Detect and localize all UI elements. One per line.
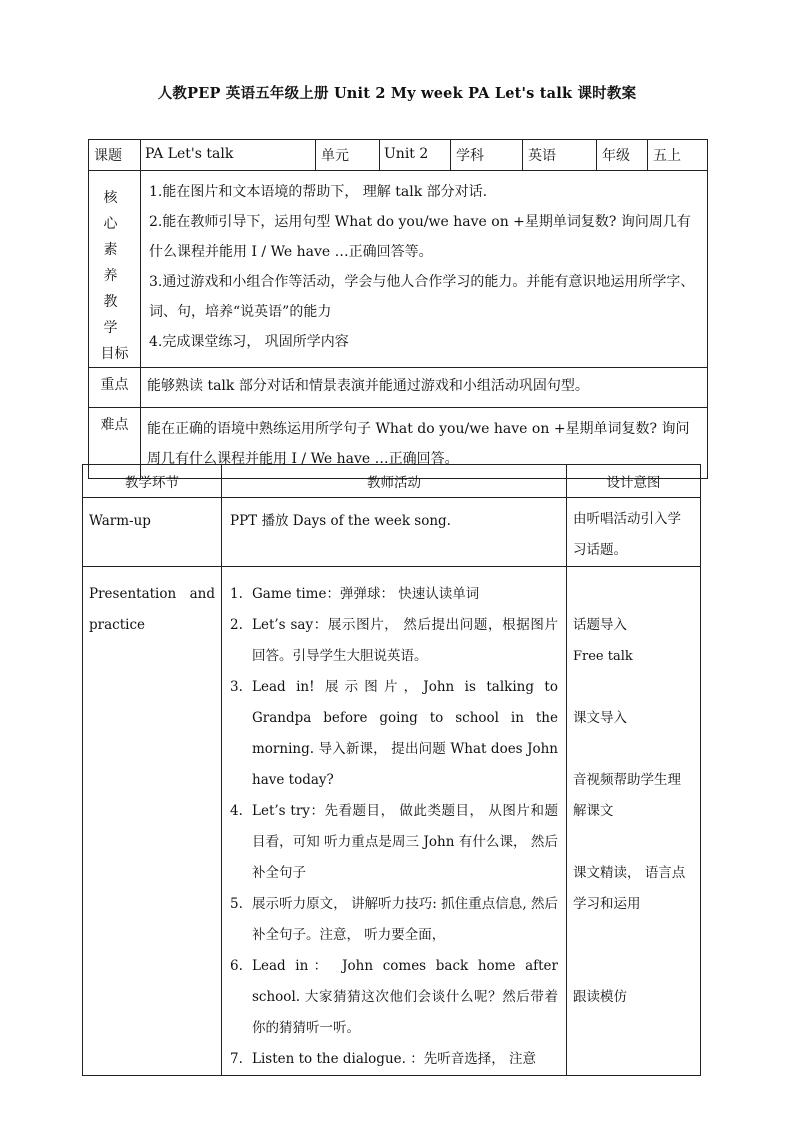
goals-label: 核 心 素 养 教 学 目标 (89, 171, 141, 368)
step-item: 5. 展示听力原文， 讲解听力技巧: 抓住重点信息, 然后补全句子。注意， 听力要全面， (230, 896, 558, 943)
topic-label: 课题 (89, 140, 141, 171)
intent-item: 话题导入 (573, 617, 627, 633)
difficulty-content: 能在正确的语境中熟练运用所学句子 What do you/we have on +星期单词复数? 询问周几有什么课程并能用 I / We have …正确回答。 (141, 408, 708, 479)
intent-item: 跟读模仿 (573, 989, 627, 1005)
warmup-activity: PPT 播放 Days of the week song. (222, 498, 567, 567)
focus-content: 能够熟读 talk 部分对话和情景表演并能通过游戏和小组活动巩固句型。 (141, 368, 708, 408)
goal-item: 3.通过游戏和小组合作等活动，学会与他人合作学习的能力。并能有意识地运用所学字、词、句，培养“说英语”的能力 (149, 274, 695, 320)
step-item: 1. Game time：弹弹球： 快速认读单词 (230, 586, 480, 602)
unit-value: Unit 2 (380, 140, 451, 171)
focus-label: 重点 (89, 368, 141, 408)
subject-label: 学科 (451, 140, 523, 171)
grade-value: 五上 (648, 140, 708, 171)
step-item: 4. Let’s try：先看题目， 做此类题目， 从图片和题目看，可知 听力重点是周三 John 有什么课， 然后补全句子 (230, 803, 558, 881)
goal-item: 1.能在图片和文本语境的帮助下， 理解 talk 部分对话. (149, 184, 488, 200)
unit-label: 单元 (316, 140, 380, 171)
presentation-stage: Presentation and practice (83, 567, 222, 1076)
intent-item: 课文导入 (573, 710, 627, 726)
step-item: 6. Lead in： John comes back home after school. 大家猜猜这次他们会谈什么呢？然后带着你的猜猜听一听。 (230, 958, 558, 1036)
goals-content (141, 171, 708, 368)
lesson-info-table (88, 139, 708, 479)
teaching-process-table (82, 464, 701, 1076)
topic-value: PA Let's talk (141, 140, 316, 171)
header-stage: 教学环节 (83, 465, 222, 498)
subject-value: 英语 (523, 140, 597, 171)
header-intent: 设计意图 (567, 465, 701, 498)
intent-item: Free talk (573, 649, 633, 664)
step-item: 7. Listen to the dialogue. ：先听音选择， 注意 (230, 1051, 537, 1067)
goal-item: 2.能在教师引导下，运用句型 What do you/we have on +星期单词复数? 询问周几有什么课程并能用 I / We have …正确回答等。 (149, 214, 691, 260)
warmup-intent: 由听唱活动引入学习话题。 (567, 498, 701, 567)
intent-item: 音视频帮助学生理解课文 (573, 772, 681, 819)
goal-item: 4.完成课堂练习， 巩固所学内容 (149, 334, 349, 350)
grade-label: 年级 (597, 140, 648, 171)
presentation-intents (567, 567, 701, 1076)
step-item: 3. Lead in! 展示图片，John is talking to Grandpa before going to school in the morning. 导入新课， 提出问题 What does John have today? (230, 679, 558, 788)
warmup-stage: Warm-up (83, 498, 222, 567)
step-item: 2. Let’s say：展示图片， 然后提出问题，根据图片回答。引导学生大胆说英语。 (230, 617, 558, 664)
intent-item: 课文精读， 语言点学习和运用 (573, 865, 686, 912)
page-title: 人教PEP 英语五年级上册 Unit 2 My week PA Let's talk 课时教案 (157, 85, 637, 102)
presentation-activities (222, 567, 567, 1076)
difficulty-label: 难点 (89, 408, 141, 479)
header-activity: 教师活动 (222, 465, 567, 498)
